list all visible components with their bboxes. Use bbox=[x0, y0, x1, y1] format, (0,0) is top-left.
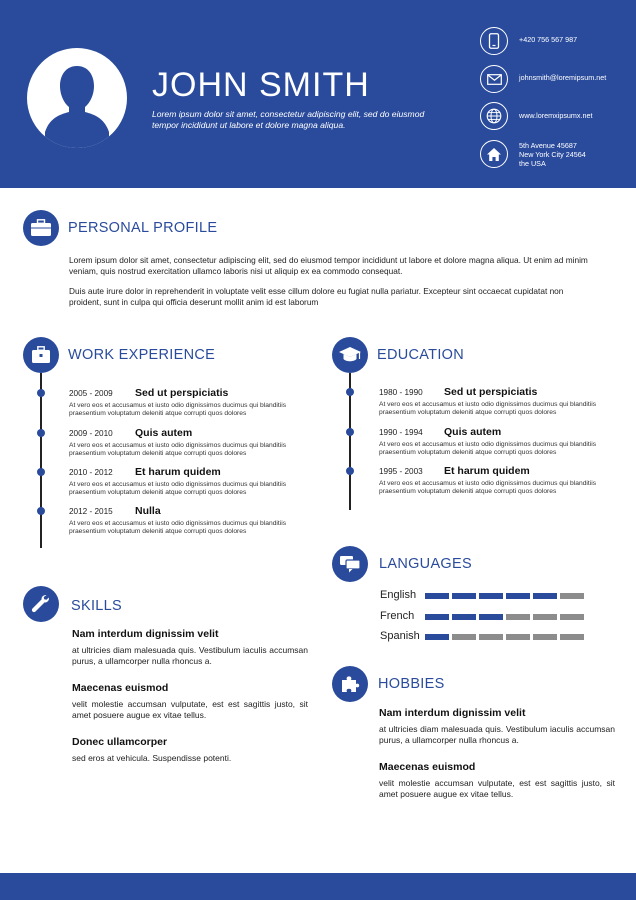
skill-text: at ultricies diam malesuada quis. Vestibulum iaculis accumsan purus, a ullamcorper nulla rhoncus a. bbox=[72, 645, 308, 666]
education-degree: Quis autem bbox=[444, 426, 502, 438]
level-segment-filled bbox=[425, 614, 449, 620]
languages-title: LANGUAGES bbox=[379, 556, 472, 572]
profile-paragraph-2: Duis aute irure dolor in reprehenderit in voluptate velit esse cillum dolore eu fugiat nulla pariatur. Excepteur sint occaecat cupidatat non proident, sunt in culpa qui officia deserunt mollit anim id est laborum bbox=[69, 286, 564, 307]
work-position: Et harum quidem bbox=[135, 466, 221, 478]
work-date: 2009 - 2010 bbox=[69, 429, 113, 438]
hobby-text: velit molestie accumsan vulputate, est est sagittis justo, sit amet posuere augue ex vitae tellus. bbox=[379, 778, 615, 799]
work-position: Sed ut perspiciatis bbox=[135, 387, 229, 399]
education-degree: Sed ut perspiciatis bbox=[444, 386, 538, 398]
level-segment-filled bbox=[452, 593, 476, 599]
globe-icon bbox=[480, 102, 508, 130]
work-position: Nulla bbox=[135, 505, 161, 517]
hobby-title: Maecenas euismod bbox=[379, 761, 476, 773]
level-segment-filled bbox=[533, 593, 557, 599]
timeline-dot bbox=[346, 467, 354, 475]
skill-title: Nam interdum dignissim velit bbox=[72, 628, 219, 640]
education-description: At vero eos et accusamus et iusto odio dignissimos ducimus qui blanditiis praesentium voluptatum deleniti atque corrupti quos dolores bbox=[379, 441, 597, 457]
level-segment-empty bbox=[533, 614, 557, 620]
hobbies-title: HOBBIES bbox=[378, 676, 445, 692]
language-level-bar bbox=[425, 614, 584, 620]
level-segment-empty bbox=[560, 634, 584, 640]
website-text[interactable]: www.loremxipsumx.net bbox=[519, 111, 593, 120]
level-segment-empty bbox=[560, 614, 584, 620]
work-title: WORK EXPERIENCE bbox=[68, 347, 216, 363]
language-name: English bbox=[380, 589, 417, 601]
skills-title: SKILLS bbox=[71, 598, 122, 614]
skill-title: Maecenas euismod bbox=[72, 682, 169, 694]
address-line-2: New York City 24564 bbox=[519, 150, 586, 159]
contact-website bbox=[480, 102, 630, 130]
speech-bubble-icon bbox=[332, 546, 368, 582]
language-name: French bbox=[380, 610, 415, 622]
education-description: At vero eos et accusamus et iusto odio dignissimos ducimus qui blanditiis praesentium voluptatum deleniti atque corrupti quos dolores bbox=[379, 480, 597, 496]
timeline-dot bbox=[37, 429, 45, 437]
level-segment-filled bbox=[452, 614, 476, 620]
level-segment-filled bbox=[506, 593, 530, 599]
work-date: 2010 - 2012 bbox=[69, 468, 113, 477]
timeline-dot bbox=[346, 388, 354, 396]
level-segment-empty bbox=[533, 634, 557, 640]
contact-email bbox=[480, 65, 630, 93]
profile-title: PERSONAL PROFILE bbox=[68, 220, 218, 236]
language-level-bar bbox=[425, 634, 584, 640]
puzzle-icon bbox=[332, 666, 368, 702]
address-line-1: 5th Avenue 45687 bbox=[519, 141, 577, 150]
level-segment-filled bbox=[425, 634, 449, 640]
work-description: At vero eos et accusamus et iusto odio dignissimos ducimus qui blanditiis praesentium voluptatum deleniti atque corrupti quos dolores bbox=[69, 520, 287, 536]
header-banner bbox=[0, 0, 636, 188]
contact-phone bbox=[480, 27, 630, 55]
hobby-title: Nam interdum dignissim velit bbox=[379, 707, 526, 719]
phone-icon bbox=[480, 27, 508, 55]
wrench-icon bbox=[23, 586, 59, 622]
timeline-dot bbox=[37, 507, 45, 515]
work-description: At vero eos et accusamus et iusto odio dignissimos ducimus qui blanditiis praesentium voluptatum deleniti atque corrupti quos dolores bbox=[69, 402, 287, 418]
language-level-bar bbox=[425, 593, 584, 599]
envelope-icon bbox=[480, 65, 508, 93]
skill-text: velit molestie accumsan vulputate, est est sagittis justo, sit amet posuere augue ex vitae tellus. bbox=[72, 699, 308, 720]
level-segment-filled bbox=[479, 593, 503, 599]
home-icon bbox=[480, 140, 508, 168]
level-segment-filled bbox=[425, 593, 449, 599]
level-segment-empty bbox=[506, 634, 530, 640]
work-date: 2012 - 2015 bbox=[69, 507, 113, 516]
work-description: At vero eos et accusamus et iusto odio dignissimos ducimus qui blanditiis praesentium voluptatum deleniti atque corrupti quos dolores bbox=[69, 442, 287, 458]
timeline-dot bbox=[37, 389, 45, 397]
level-segment-empty bbox=[506, 614, 530, 620]
phone-text: +420 756 567 987 bbox=[519, 35, 578, 44]
skill-title: Donec ullamcorper bbox=[72, 736, 168, 748]
education-date: 1980 - 1990 bbox=[379, 388, 423, 397]
level-segment-filled bbox=[479, 614, 503, 620]
email-text[interactable]: johnsmith@loremipsum.net bbox=[519, 73, 607, 82]
education-degree: Et harum quidem bbox=[444, 465, 530, 477]
footer-bar bbox=[0, 873, 636, 900]
avatar bbox=[27, 48, 127, 148]
work-description: At vero eos et accusamus et iusto odio dignissimos ducimus qui blanditiis praesentium voluptatum deleniti atque corrupti quos dolores bbox=[69, 481, 287, 497]
education-description: At vero eos et accusamus et iusto odio dignissimos ducimus qui blanditiis praesentium voluptatum deleniti atque corrupti quos dolores bbox=[379, 401, 597, 417]
skill-text: sed eros at vehicula. Suspendisse potenti. bbox=[72, 753, 232, 763]
address-line-3: the USA bbox=[519, 159, 546, 168]
graduation-cap-icon bbox=[332, 337, 368, 373]
tagline: Lorem ipsum dolor sit amet, consectetur adipiscing elit, sed do eiusmod tempor incididunt ut labore et dolore magna aliqua. bbox=[152, 109, 425, 130]
level-segment-empty bbox=[560, 593, 584, 599]
contact-address bbox=[480, 140, 630, 170]
work-position: Quis autem bbox=[135, 427, 193, 439]
work-date: 2005 - 2009 bbox=[69, 389, 113, 398]
work-briefcase-icon bbox=[23, 337, 59, 373]
profile-paragraph-1: Lorem ipsum dolor sit amet, consectetur adipiscing elit, sed do eiusmod tempor incididunt ut labore et dolore magna aliqua. Ut enim ad minim veniam, quis nostrud exercitation ullamco laboris nisi ut aliquip ex ea commodo consequat. bbox=[69, 255, 588, 276]
candidate-name: JOHN SMITH bbox=[152, 66, 370, 104]
education-date: 1990 - 1994 bbox=[379, 428, 423, 437]
timeline-dot bbox=[37, 468, 45, 476]
timeline-dot bbox=[346, 428, 354, 436]
education-title: EDUCATION bbox=[377, 347, 465, 363]
hobby-text: at ultricies diam malesuada quis. Vestibulum iaculis accumsan purus, a ullamcorper nulla rhoncus a. bbox=[379, 724, 615, 745]
person-silhouette-icon bbox=[27, 48, 127, 148]
level-segment-empty bbox=[452, 634, 476, 640]
briefcase-icon bbox=[23, 210, 59, 246]
language-name: Spanish bbox=[380, 630, 420, 642]
level-segment-empty bbox=[479, 634, 503, 640]
work-timeline-line bbox=[40, 373, 42, 548]
education-date: 1995 - 2003 bbox=[379, 467, 423, 476]
